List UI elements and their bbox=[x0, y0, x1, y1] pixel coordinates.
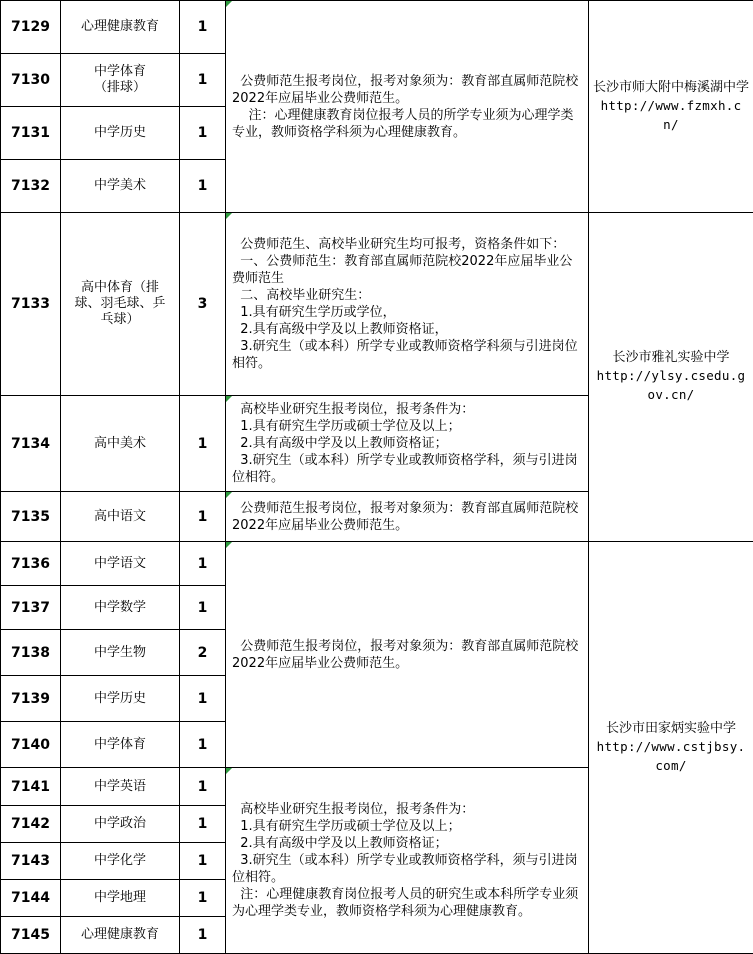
position-count: 1 bbox=[180, 917, 226, 954]
requirement-text: 高校毕业研究生报考岗位，报考条件为： 1.具有研究生学历或硕士学位及以上； 2.具有高级中学及以上教师资格证； 3.研究生（或本科）所学专业或教师资格学科，须与引进岗位相符。 bbox=[226, 396, 589, 492]
position-subject: 高中美术 bbox=[61, 396, 180, 492]
position-count: 1 bbox=[180, 396, 226, 492]
requirement-text: 公费师范生报考岗位，报考对象须为：教育部直属师范院校2022年应届毕业公费师范生。 bbox=[226, 542, 589, 768]
table-row bbox=[1, 213, 753, 396]
position-code: 7144 bbox=[1, 880, 61, 917]
position-code: 7142 bbox=[1, 806, 61, 843]
position-code: 7133 bbox=[1, 213, 61, 396]
position-subject: 心理健康教育 bbox=[61, 917, 180, 954]
table-row bbox=[1, 1, 753, 54]
school-name: 长沙市田家炳实验中学 bbox=[606, 721, 736, 736]
position-code: 7130 bbox=[1, 54, 61, 107]
position-code: 7129 bbox=[1, 1, 61, 54]
position-code: 7141 bbox=[1, 768, 61, 806]
position-code: 7139 bbox=[1, 676, 61, 722]
position-subject: 中学体育 bbox=[61, 722, 180, 768]
position-code: 7138 bbox=[1, 630, 61, 676]
position-subject: 中学地理 bbox=[61, 880, 180, 917]
position-subject: 中学数学 bbox=[61, 586, 180, 630]
position-count: 2 bbox=[180, 630, 226, 676]
position-count: 1 bbox=[180, 768, 226, 806]
position-count: 1 bbox=[180, 722, 226, 768]
requirement-text: 公费师范生、高校毕业研究生均可报考，资格条件如下： 一、公费师范生：教育部直属师范院校2022年应届毕业公费师范生 二、高校毕业研究生： 1.具有研究生学历或学位， 2.具有高级中学及以上教师资格证， 3.研究生（或本科）所学专业或教师资格学科须与引进岗位相符。 bbox=[226, 213, 589, 396]
position-count: 1 bbox=[180, 586, 226, 630]
position-subject: 中学美术 bbox=[61, 160, 180, 213]
position-subject: 高中体育（排球、羽毛球、乒乓球） bbox=[61, 213, 180, 396]
position-subject: 心理健康教育 bbox=[61, 1, 180, 54]
position-code: 7135 bbox=[1, 492, 61, 542]
requirement-text: 公费师范生报考岗位，报考对象须为：教育部直属师范院校2022年应届毕业公费师范生。 bbox=[226, 492, 589, 542]
school-url[interactable]: http://www.cstjbsy.com/ bbox=[597, 739, 746, 773]
position-code: 7140 bbox=[1, 722, 61, 768]
position-count: 1 bbox=[180, 54, 226, 107]
requirement-text: 公费师范生报考岗位，报考对象须为：教育部直属师范院校2022年应届毕业公费师范生。 注：心理健康教育岗位报考人员的所学专业须为心理学类专业，教师资格学科须为心理健康教育。 bbox=[226, 1, 589, 213]
position-count: 1 bbox=[180, 1, 226, 54]
school-info bbox=[589, 542, 753, 954]
position-code: 7145 bbox=[1, 917, 61, 954]
position-subject: 中学体育（排球） bbox=[61, 54, 180, 107]
position-code: 7137 bbox=[1, 586, 61, 630]
position-count: 1 bbox=[180, 492, 226, 542]
position-code: 7132 bbox=[1, 160, 61, 213]
school-name: 长沙市师大附中梅溪湖中学 bbox=[593, 80, 749, 95]
position-subject: 中学历史 bbox=[61, 676, 180, 722]
position-subject: 中学化学 bbox=[61, 843, 180, 880]
position-code: 7131 bbox=[1, 107, 61, 160]
table-row bbox=[1, 542, 753, 586]
position-subject: 中学历史 bbox=[61, 107, 180, 160]
position-subject: 中学政治 bbox=[61, 806, 180, 843]
school-info bbox=[589, 213, 753, 542]
position-subject: 中学英语 bbox=[61, 768, 180, 806]
school-info bbox=[589, 1, 753, 213]
position-subject: 中学生物 bbox=[61, 630, 180, 676]
school-url[interactable]: http://ylsy.csedu.gov.cn/ bbox=[597, 368, 746, 402]
position-count: 1 bbox=[180, 806, 226, 843]
position-count: 1 bbox=[180, 880, 226, 917]
position-code: 7143 bbox=[1, 843, 61, 880]
position-subject: 高中语文 bbox=[61, 492, 180, 542]
position-count: 1 bbox=[180, 107, 226, 160]
requirement-text: 高校毕业研究生报考岗位，报考条件为： 1.具有研究生学历或硕士学位及以上； 2.具有高级中学及以上教师资格证； 3.研究生（或本科）所学专业或教师资格学科，须与引进岗位相符。 注：心理健康教育岗位报考人员的研究生或本科所学专业须为心理学类专业，教师资格学科须为心理健康教育。 bbox=[226, 768, 589, 954]
school-url[interactable]: http://www.fzmxh.cn/ bbox=[601, 98, 742, 132]
position-count: 3 bbox=[180, 213, 226, 396]
position-subject: 中学语文 bbox=[61, 542, 180, 586]
position-count: 1 bbox=[180, 542, 226, 586]
position-code: 7134 bbox=[1, 396, 61, 492]
position-count: 1 bbox=[180, 676, 226, 722]
school-name: 长沙市雅礼实验中学 bbox=[612, 350, 729, 365]
position-code: 7136 bbox=[1, 542, 61, 586]
position-count: 1 bbox=[180, 160, 226, 213]
position-count: 1 bbox=[180, 843, 226, 880]
